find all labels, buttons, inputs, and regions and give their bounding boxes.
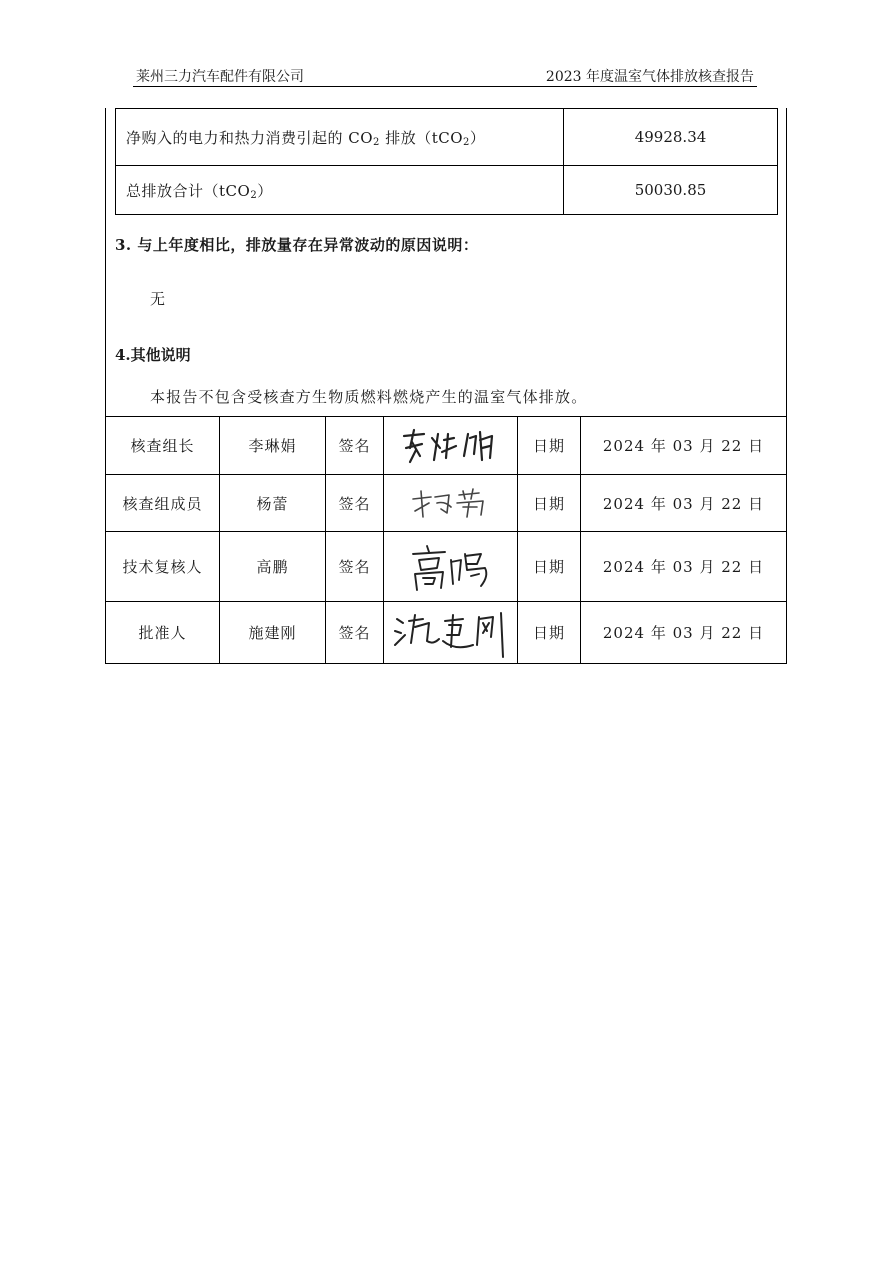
date-label: 日期 bbox=[518, 417, 581, 475]
date-cell: 2024 年 03 月 22 日 bbox=[581, 475, 787, 532]
date-cell: 2024 年 03 月 22 日 bbox=[581, 532, 787, 602]
signature-image bbox=[384, 475, 518, 532]
table-row bbox=[106, 602, 787, 664]
purchased-energy-value: 49928.34 bbox=[564, 109, 778, 166]
total-emissions-value: 50030.85 bbox=[564, 166, 778, 215]
section3-content: 无 bbox=[150, 290, 166, 308]
date-cell: 2024 年 03 月 22 日 bbox=[581, 417, 787, 475]
section4-content: 本报告不包含受核查方生物质燃料燃烧产生的温室气体排放。 bbox=[150, 388, 588, 406]
role-cell: 批准人 bbox=[106, 602, 220, 664]
table-row bbox=[116, 109, 778, 166]
name-cell: 杨蕾 bbox=[220, 475, 326, 532]
table-row bbox=[106, 475, 787, 532]
date-label: 日期 bbox=[518, 532, 581, 602]
emissions-table bbox=[115, 108, 778, 215]
sign-label: 签名 bbox=[326, 532, 384, 602]
date-label: 日期 bbox=[518, 602, 581, 664]
signature-image bbox=[384, 602, 518, 664]
table-row bbox=[116, 166, 778, 215]
role-cell: 技术复核人 bbox=[106, 532, 220, 602]
header-rule bbox=[133, 86, 757, 87]
section3-heading: 3. 与上年度相比，排放量存在异常波动的原因说明： bbox=[115, 236, 479, 254]
company-name: 莱州三力汽车配件有限公司 bbox=[136, 69, 304, 85]
total-emissions-label: 总排放合计（tCO$_2$） bbox=[116, 166, 564, 215]
sign-label: 签名 bbox=[326, 417, 384, 475]
sign-label: 签名 bbox=[326, 475, 384, 532]
report-title: 2023 年度温室气体排放核查报告 bbox=[545, 69, 754, 85]
date-label: 日期 bbox=[518, 475, 581, 532]
signoff-table bbox=[105, 416, 787, 664]
signature-image bbox=[384, 417, 518, 475]
table-row bbox=[106, 532, 787, 602]
sign-label: 签名 bbox=[326, 602, 384, 664]
purchased-energy-label: 净购入的电力和热力消费引起的 $CO_2$ 排放（tCO$_2$） bbox=[116, 109, 564, 166]
section4-heading: 4.其他说明 bbox=[115, 346, 191, 364]
role-cell: 核查组成员 bbox=[106, 475, 220, 532]
name-cell: 高鹏 bbox=[220, 532, 326, 602]
name-cell: 李琳娟 bbox=[220, 417, 326, 475]
date-cell: 2024 年 03 月 22 日 bbox=[581, 602, 787, 664]
role-cell: 核查组长 bbox=[106, 417, 220, 475]
table-row bbox=[106, 417, 787, 475]
name-cell: 施建刚 bbox=[220, 602, 326, 664]
signature-image bbox=[384, 532, 518, 602]
